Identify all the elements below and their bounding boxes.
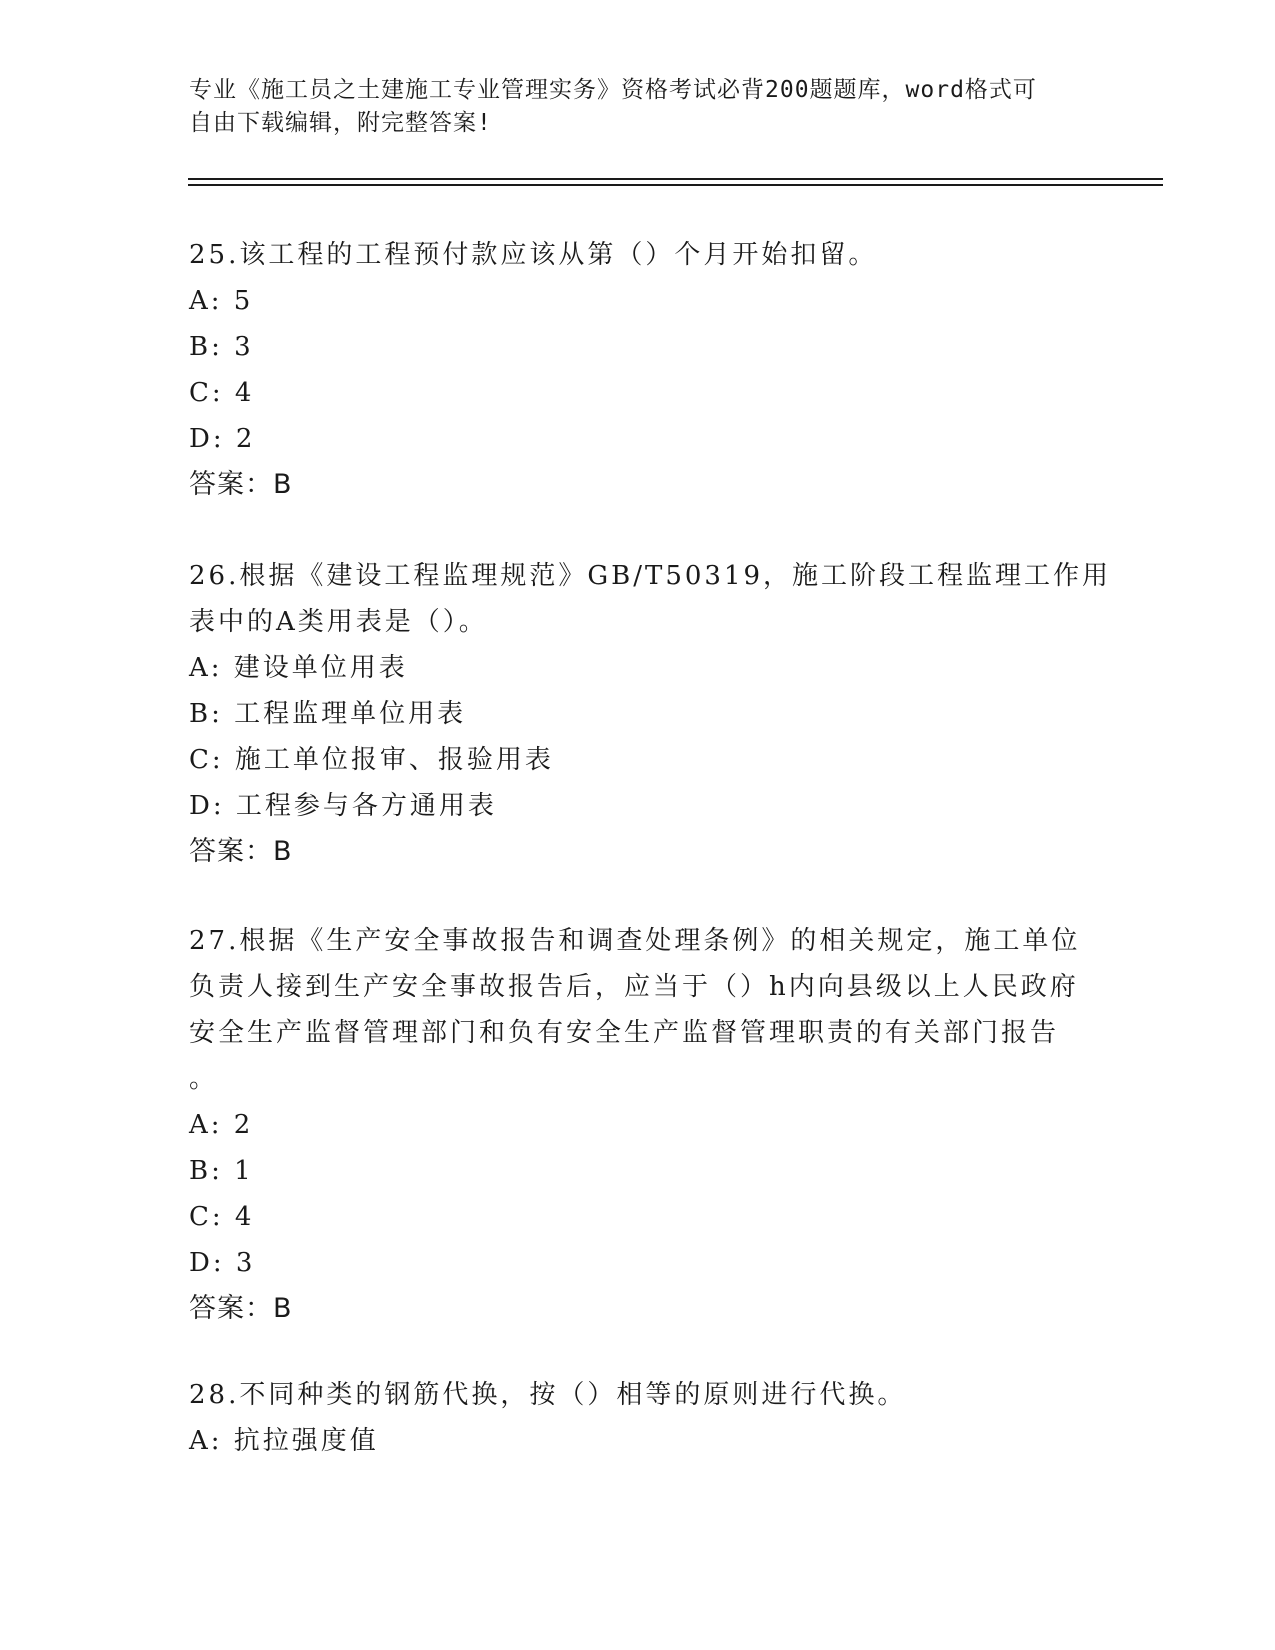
question-26 — [189, 553, 1112, 875]
option-c: C: 4 — [189, 1202, 255, 1232]
answer-text: 答案：B — [189, 1293, 293, 1324]
question-text-line: 25.该工程的工程预付款应该从第（）个月开始扣留。 — [189, 240, 878, 270]
question-text-line: 27.根据《生产安全事故报告和调查处理条例》的相关规定，施工单位 — [189, 926, 1081, 956]
option-c: C: 4 — [189, 378, 255, 408]
option-d: D: 2 — [189, 424, 256, 454]
header-line-1: 专业《施工员之土建施工专业管理实务》资格考试必背200题题库，word格式可 — [189, 77, 1037, 103]
question-text-line: 表中的A类用表是（）。 — [189, 607, 488, 637]
answer-text: 答案：B — [189, 469, 293, 500]
question-28 — [189, 1372, 1089, 1464]
option-b: B: 工程监理单位用表 — [189, 699, 467, 729]
question-25 — [189, 232, 1089, 508]
answer-text: 答案：B — [189, 836, 293, 867]
option-d: D: 3 — [189, 1248, 256, 1278]
question-text-line: 。 — [189, 1064, 219, 1094]
header-divider-top — [188, 178, 1163, 180]
question-text-line: 28.不同种类的钢筋代换，按（）相等的原则进行代换。 — [189, 1380, 907, 1410]
document-header — [189, 74, 1089, 140]
question-text-line: 负责人接到生产安全事故报告后，应当于（）h内向县级以上人民政府 — [189, 972, 1079, 1002]
question-text-line: 26.根据《建设工程监理规范》GB/T50319，施工阶段工程监理工作用 — [189, 561, 1112, 591]
question-27 — [189, 918, 1089, 1332]
header-divider-bottom — [188, 184, 1163, 186]
header-line-2: 自由下载编辑，附完整答案! — [189, 110, 492, 136]
option-a: A: 5 — [189, 286, 254, 316]
option-d: D: 工程参与各方通用表 — [189, 791, 497, 821]
option-b: B: 3 — [189, 332, 254, 362]
option-a: A: 建设单位用表 — [189, 653, 408, 683]
option-a: A: 2 — [189, 1110, 254, 1140]
option-b: B: 1 — [189, 1156, 254, 1186]
question-text-line: 安全生产监督管理部门和负有安全生产监督管理职责的有关部门报告 — [189, 1018, 1060, 1048]
option-c: C: 施工单位报审、报验用表 — [189, 745, 554, 775]
option-a: A: 抗拉强度值 — [189, 1426, 379, 1456]
